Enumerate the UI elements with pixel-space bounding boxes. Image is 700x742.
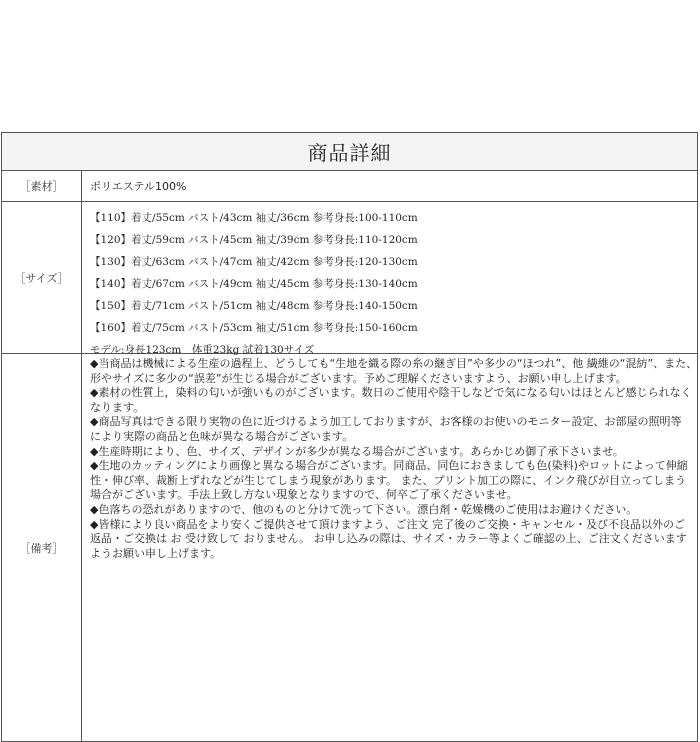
model-info: モデル:身長123cm 体重23kg 試着130サイズ: [90, 344, 315, 356]
size-values: [82, 202, 697, 356]
note-line: ◆色落ちの恐れがありますので、他のものと分けて洗って下さい。漂白剤・乾燥機のご使用はお避けください。: [90, 502, 638, 516]
note-line: 性・伸び率、裁断上ずれなどが生じてしまう現象があります。 また、プリント加工の際に、インク飛びが目立ってしまう: [90, 473, 686, 487]
note-line: により実際の商品と色味が異なる場合がございます。: [90, 429, 354, 443]
notes-row: [2, 354, 697, 741]
table-header: [2, 133, 697, 171]
material-label: ［素材］: [2, 171, 82, 201]
table-title: 商品詳細: [307, 141, 392, 165]
note-line: ようお願い申し上げます。: [90, 546, 222, 560]
note-line: ◆生地のカッティングにより画像と異なる場合がございます。同商品、同色におきましても色(染料)やロットによって伸縮: [90, 459, 688, 473]
note-line: 返品・ご交換は お 受け致して おりません。 お申し込みの際は、サイズ・カラー等よくご確認の上、ご注文くださいます: [90, 532, 687, 546]
size-line: 【120】着丈/59cm バスト/45cm 袖丈/39cm 参考身長:110-120cm: [90, 234, 418, 246]
note-line: 場合がございます。手法上致し方ない現象となりますので、何卒ご了承くださいませ。: [90, 488, 518, 502]
material-value: ポリエステル100%: [90, 180, 187, 193]
notes-label: ［備考］: [2, 354, 82, 741]
material-row: [2, 171, 697, 202]
size-row: [2, 202, 697, 354]
size-line: 【130】着丈/63cm バスト/47cm 袖丈/42cm 参考身長:120-130cm: [90, 256, 418, 268]
size-line: 【160】着丈/75cm バスト/53cm 袖丈/51cm 参考身長:150-160cm: [90, 322, 418, 334]
note-line: ◆当商品は機械による生産の過程上、どうしても“生地を織る際の糸の継ぎ目”や多少の“ほつれ”、他 繊維の“混紡”、また、: [90, 357, 698, 370]
note-line: ◆生産時期により、色、サイズ、デザインが多少が異なる場合がございます。あらかじめ御了承下さいませ。: [90, 444, 624, 458]
note-line: ◆素材の性質上，染料の匂いが強いものがございます。数日のご使用や陰干しなどで気になる匂いはほとんど感じられなく: [90, 386, 692, 400]
note-line: 形やサイズに多少の“誤差”が生じる場合がございます。予めご理解くださいますよう、お願い申し上げます。: [90, 371, 627, 385]
size-line: 【140】着丈/67cm バスト/49cm 袖丈/45cm 参考身長:130-140cm: [90, 278, 418, 290]
product-detail-table: [1, 132, 698, 742]
size-line: 【110】着丈/55cm バスト/43cm 袖丈/36cm 参考身長:100-110cm: [90, 212, 418, 224]
notes-values: [82, 354, 700, 741]
size-label: ［サイズ］: [2, 202, 82, 353]
note-line: ◆皆様により良い商品をより安くご提供させて頂けますよう、ご注文 完了後のご交換・キャンセル・及び不良品以外のご: [90, 517, 685, 531]
note-line: なります。: [90, 400, 145, 414]
note-line: ◆商品写真はできる限り実物の色に近づけるよう加工しておりますが、お客様のお使いのモニター設定、お部屋の照明等: [90, 415, 682, 429]
size-line: 【150】着丈/71cm バスト/51cm 袖丈/48cm 参考身長:140-150cm: [90, 300, 418, 312]
